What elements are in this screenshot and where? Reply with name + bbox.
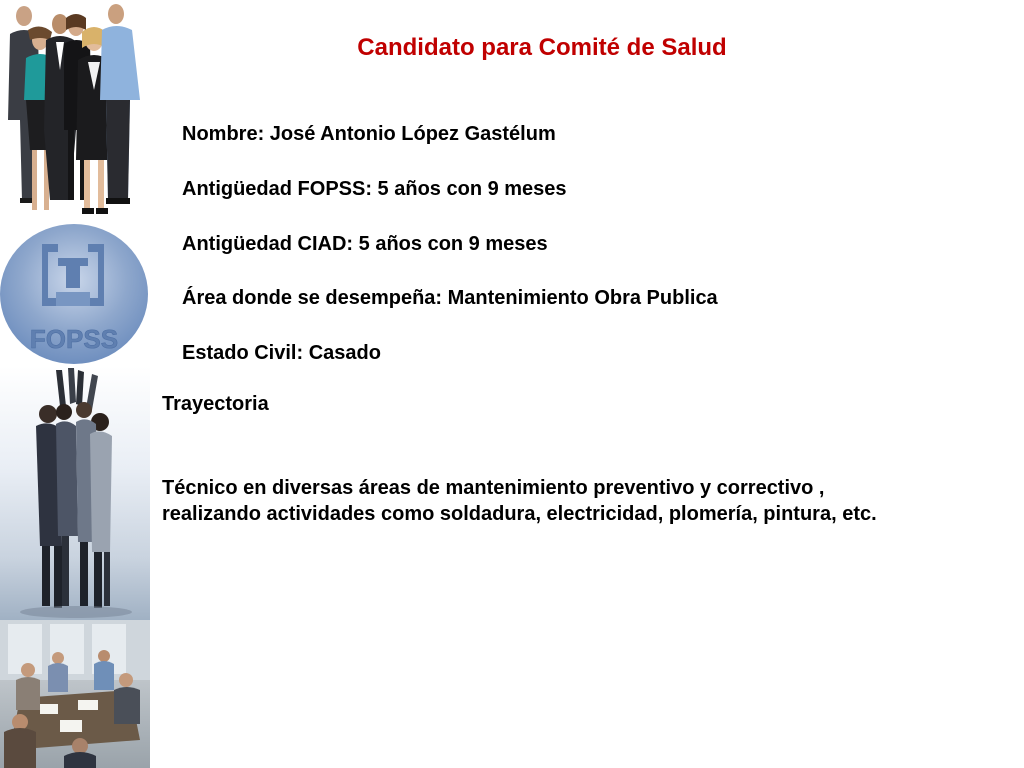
candidate-name: Nombre: José Antonio López Gastélum: [182, 123, 556, 145]
trayectoria-body-line-2: realizando actividades como soldadura, electricidad, plomería, pintura, etc.: [162, 503, 877, 525]
people-group-image: [0, 0, 150, 222]
people-group-illustration: [0, 0, 150, 222]
trayectoria-body: [162, 475, 1002, 527]
trayectoria-body-line-1: Técnico en diversas áreas de mantenimiento preventivo y correctivo ,: [162, 477, 825, 499]
office-meeting-image: [0, 620, 150, 768]
fopss-logo-svg: [0, 222, 150, 368]
candidate-work-area: Área donde se desempeña: Mantenimiento Obra Publica: [182, 287, 718, 309]
candidate-marital-status: Estado Civil: Casado: [182, 342, 381, 364]
candidate-fopss-seniority: Antigüedad FOPSS: 5 años con 9 meses: [182, 178, 567, 200]
team-reaching-image: [0, 366, 150, 622]
slide-title: Candidato para Comité de Salud: [357, 34, 727, 61]
trayectoria-heading: Trayectoria: [162, 393, 269, 415]
team-reaching-illustration: [0, 366, 150, 622]
fopss-logo: [0, 222, 150, 368]
fopss-logo-text: FOPSS: [29, 324, 119, 354]
candidate-ciad-seniority: Antigüedad CIAD: 5 años con 9 meses: [182, 233, 548, 255]
office-meeting-illustration: [0, 620, 150, 768]
left-image-strip: [0, 0, 150, 768]
